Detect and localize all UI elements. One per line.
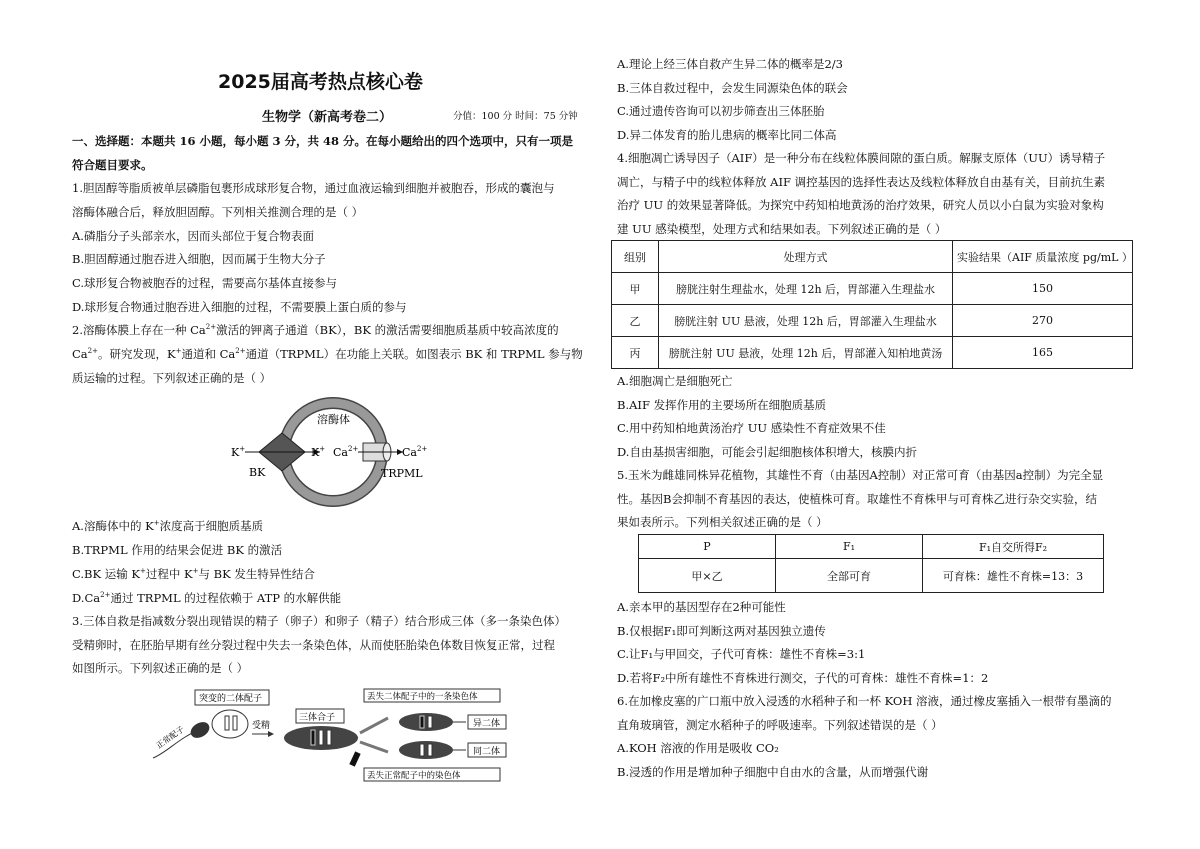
q5-option-d: D.若将F₂中所有雄性不育株进行测交，子代的可育株：雄性不育株=1：2 xyxy=(617,671,989,685)
q1-option-a: A.磷脂分子头部亲水，因而头部位于复合物表面 xyxy=(72,229,314,243)
q6-stem: 6.在加橡皮塞的广口瓶中放入浸透的水稻种子和一杯 KOH 溶液，通过橡皮塞插入一根带有墨滴的 xyxy=(617,694,1112,708)
q4-cell: 膀胱注射 UU 悬液，处理 12h 后，胃部灌入知柏地黄汤 xyxy=(659,337,953,369)
lose-a-label: 丢失二体配子中的一条染色体 xyxy=(367,692,478,702)
trisomy-label: 三体合子 xyxy=(299,713,336,723)
q5-cell: 甲×乙 xyxy=(639,559,776,593)
k-label-out: K+ xyxy=(231,445,246,459)
q3-option-c: C.通过遗传咨询可以初步筛查出三体胚胎 xyxy=(617,104,825,118)
q5-option-b: B.仅根据F₁即可判断这两对基因独立遗传 xyxy=(617,624,826,638)
tri-chrom-2 xyxy=(319,730,323,745)
ca-label-in: $Ca^{2+}$ xyxy=(333,445,359,459)
q6-option-a: A.KOH 溶液的作用是吸收 CO₂ xyxy=(617,741,779,755)
fertilization-label: 受精 xyxy=(252,721,271,731)
q3-stem-cont: 受精卵时，在胚胎早期有丝分裂过程中失去一条染色体，从而使胚胎染色体数目恢复正常，过程 xyxy=(72,638,555,652)
homo-chrom-1 xyxy=(420,744,424,756)
q4-cell: 膀胱注射生理盐水，处理 12h 后，胃部灌入生理盐水 xyxy=(659,273,953,305)
q5-cell: 可育株：雄性不育株=13：3 xyxy=(923,559,1104,593)
q2-stem-end: 质运输的过程。下列叙述正确的是（ ） xyxy=(72,371,272,385)
q5-table-header xyxy=(639,535,1104,559)
q2-option-a: A.溶酶体中的 K+浓度高于细胞质基质 xyxy=(72,519,264,533)
homo-label: 同二体 xyxy=(473,747,501,757)
q3-stem: 3.三体自救是指减数分裂出现错误的精子（卵子）和卵子（精子）结合形成三体（多一条染色体） xyxy=(72,614,566,628)
fert-arrow-head xyxy=(268,731,274,737)
homo-chrom-2 xyxy=(428,744,432,756)
q4-option-d: D.自由基损害细胞，可能会引起细胞核体积增大，核膜内折 xyxy=(617,445,917,459)
normal-gamete-label: 正常配子 xyxy=(154,724,186,751)
hetero-chrom-1 xyxy=(420,716,424,728)
q5-option-a: A.亲本甲的基因型存在2种可能性 xyxy=(617,600,786,614)
subject-title: 生物学（新高考卷二） xyxy=(262,110,393,125)
tri-chrom-1 xyxy=(311,730,315,745)
exam-title: 2025届高考热点核心卷 xyxy=(218,71,423,93)
table-row xyxy=(612,273,1133,305)
lysosome-diagram xyxy=(225,395,440,510)
q4-cell: 膀胱注射 UU 悬液，处理 12h 后，胃部灌入生理盐水 xyxy=(659,305,953,337)
tri-chrom-3 xyxy=(327,730,331,745)
q1-stem-cont: 溶酶体融合后，释放胆固醇。下列相关推测合理的是（ ） xyxy=(72,205,364,219)
normal-gamete xyxy=(188,719,212,741)
q5-stem: 5.玉米为雌雄同株异花植物，其雄性不育（由基因A控制）对正常可育（由基因a控制）为完全显 xyxy=(617,468,1104,482)
q1-stem: 1.胆固醇等脂质被单层磷脂包裹形成球形复合物，通过血液运输到细胞并被胞吞，形成的囊泡与 xyxy=(72,181,555,195)
q4-cell: 丙 xyxy=(612,337,659,369)
q3-stem-end: 如图所示。下列叙述正确的是（ ） xyxy=(72,661,249,675)
q4-cell: 165 xyxy=(953,337,1133,369)
table-row xyxy=(612,305,1133,337)
ca-label-out: $Ca^{2+}$ xyxy=(402,445,428,459)
q1-option-b: B.胆固醇通过胞吞进入细胞，因而属于生物大分子 xyxy=(72,252,326,266)
q5-th-p: P xyxy=(639,535,776,559)
q4-stem: 4.细胞凋亡诱导因子（AIF）是一种分布在线粒体膜间隙的蛋白质。解脲支原体（UU）诱导精子 xyxy=(617,151,1106,165)
q1-option-d: D.球形复合物通过胞吞进入细胞的过程，不需要膜上蛋白质的参与 xyxy=(72,300,407,314)
q4-option-a: A.细胞凋亡是细胞死亡 xyxy=(617,374,733,388)
q4-th-group: 组别 xyxy=(612,241,659,273)
q4-option-c: C.用中药知柏地黄汤治疗 UU 感染性不育症效果不佳 xyxy=(617,421,886,435)
q2-option-b: B.TRPML 作用的结果会促进 BK 的激活 xyxy=(72,543,283,557)
q4-option-b: B.AIF 发挥作用的主要场所在细胞质基质 xyxy=(617,398,827,412)
homo-cell xyxy=(399,741,453,759)
q6-stem-cont: 直角玻璃管，测定水稻种子的呼吸速率。下列叙述错误的是（ ） xyxy=(617,718,943,732)
q5-option-c: C.让F₁与甲回交，子代可育株：雄性不育株=3:1 xyxy=(617,647,866,661)
q4-cell: 乙 xyxy=(612,305,659,337)
q2-option-d: $D.Ca^{2+}$通过 TRPML 的过程依赖于 ATP 的水解供能 xyxy=(72,591,342,605)
lysosome-label: 溶酶体 xyxy=(317,413,350,426)
q4-stem-cont: 凋亡，与精子中的线粒体释放 AIF 调控基因的选择性表达及线粒体释放自由基有关，目前抗生素 xyxy=(617,175,1106,189)
hetero-chrom-2 xyxy=(428,716,432,728)
table-row xyxy=(639,559,1104,593)
bk-label: BK xyxy=(249,466,266,479)
mutant-chromosome-b xyxy=(233,716,237,730)
mutant-chromosome-a xyxy=(225,716,229,730)
arrow-to-hetero xyxy=(360,718,388,733)
table-row xyxy=(612,337,1133,369)
q4-table-header xyxy=(612,241,1133,273)
q3-option-a: A.理论上经三体自救产生异二体的概率是2/3 xyxy=(617,57,843,71)
lose-b-label: 丢失正常配子中的染色体 xyxy=(367,771,461,781)
q5-th-f2: F₁自交所得F₂ xyxy=(923,535,1104,559)
section-instructions: 一、选择题：本题共 16 小题，每小题 3 分，共 48 分。在每小题给出的四个选项中，只有一项是 xyxy=(72,134,574,148)
mutant-gamete xyxy=(212,710,248,738)
q4-table xyxy=(611,240,1133,369)
q4-th-method: 处理方式 xyxy=(659,241,953,273)
q2-option-c: C.BK 运输 K+过程中 K+与 BK 发生特异性结合 xyxy=(72,567,315,581)
section-instructions-cont: 符合题目要求。 xyxy=(72,158,153,172)
q5-cell: 全部可育 xyxy=(776,559,923,593)
q4-cell: 270 xyxy=(953,305,1133,337)
q4-stem-cont2: 治疗 UU 的效果显著降低。为探究中药知柏地黄汤的治疗效果，研究人员以小白鼠为实验对象构 xyxy=(617,198,1104,212)
q2-stem-cont: $Ca^{2+}$。研究发现，K+通道和 $Ca^{2+}$通道（TRPML）在功能上关联。如图表示 BK 和 TRPML 参与物 xyxy=(72,347,583,361)
q5-table xyxy=(638,534,1104,593)
score-time: 分值：100 分 时间：75 分钟 xyxy=(453,111,578,122)
q4-cell: 150 xyxy=(953,273,1133,305)
lost-chromosome xyxy=(349,751,360,766)
q6-option-b: B.浸透的作用是增加种子细胞中自由水的含量，从而增强代谢 xyxy=(617,765,929,779)
q3-option-d: D.异二体发育的胎儿患病的概率比同二体高 xyxy=(617,128,837,142)
hetero-cell xyxy=(399,713,453,731)
arrow-to-homo xyxy=(360,742,388,752)
q5-th-f1: F₁ xyxy=(776,535,923,559)
hetero-label: 异二体 xyxy=(473,719,501,729)
trisomy-rescue-diagram xyxy=(148,686,518,786)
q2-stem: 2.溶酶体膜上存在一种 $Ca^{2+}$激活的钾离子通道（BK），BK 的激活需要细胞质基质中较高浓度的 xyxy=(72,323,559,337)
q1-option-c: C.球形复合物被胞吞的过程，需要高尔基体直接参与 xyxy=(72,276,338,290)
q3-option-b: B.三体自救过程中，会发生同源染色体的联会 xyxy=(617,81,848,95)
q4-stem-end: 建 UU 感染模型，处理方式和结果如表。下列叙述正确的是（ ） xyxy=(617,222,947,236)
trpml-label: TRPML xyxy=(381,467,423,480)
k-label-in: K+ xyxy=(311,445,326,459)
mutant-gamete-label: 突变的二体配子 xyxy=(199,694,263,704)
q5-stem-cont: 性。基因B会抑制不育基因的表达，使植株可育。取雄性不育株甲与可育株乙进行杂交实验，结 xyxy=(617,492,1097,506)
q4-cell: 甲 xyxy=(612,273,659,305)
q4-th-result: 实验结果（AIF 质量浓度 pg/mL ） xyxy=(953,241,1133,273)
q5-stem-end: 果如表所示。下列相关叙述正确的是（ ） xyxy=(617,515,828,529)
